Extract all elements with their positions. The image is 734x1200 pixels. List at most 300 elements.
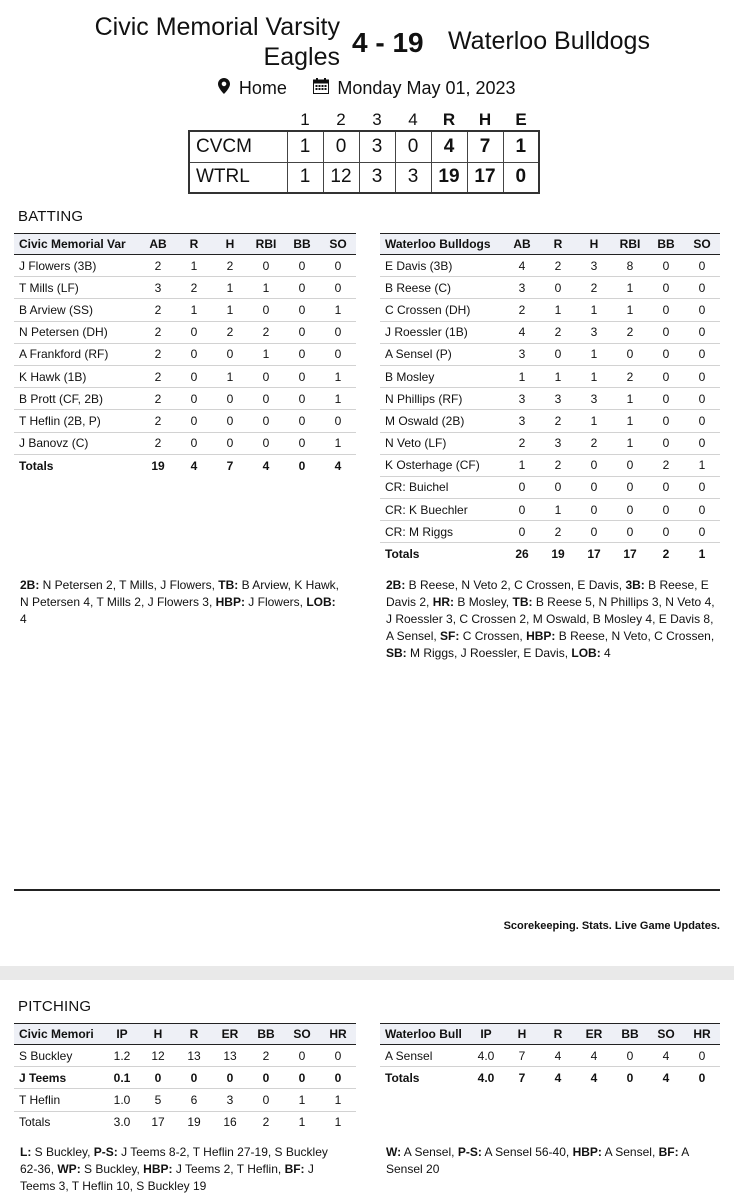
location-label: Home — [238, 78, 287, 98]
stat-cell: 0 — [284, 1067, 320, 1089]
player-row — [380, 521, 720, 543]
stat-cell: 2 — [248, 1045, 284, 1067]
stat-header: ER — [576, 1024, 612, 1045]
stat-cell: 1 — [612, 432, 648, 454]
stat-cell: 3 — [504, 410, 540, 432]
stat-cell: 1 — [212, 277, 248, 299]
stat-cell: 0 — [504, 521, 540, 543]
stat-cell: 4 — [540, 1045, 576, 1067]
stat-cell: 2 — [176, 277, 212, 299]
batting-notes-home — [20, 577, 340, 628]
player-name: B Arview (SS) — [14, 299, 140, 321]
player-name: T Mills (LF) — [14, 277, 140, 299]
stat-cell: 0 — [612, 521, 648, 543]
stat-cell: 0 — [504, 499, 540, 521]
total-cell: 7 — [504, 1067, 540, 1089]
stat-cell: 7 — [504, 1045, 540, 1067]
totals-label: Totals — [380, 543, 504, 565]
stat-cell: 2 — [140, 410, 176, 432]
note-value: B Arview, K Hawk, N Petersen 4, T Mills 2, J Flowers 3, — [20, 578, 339, 609]
inning-cell: 1 — [287, 131, 323, 162]
stat-cell: 1 — [320, 299, 356, 321]
note-value: B Reese, E Davis 2, — [386, 578, 709, 609]
section-band — [0, 966, 734, 980]
note-key: HBP: — [215, 595, 245, 609]
player-name: S Buckley — [14, 1045, 104, 1067]
totals-row — [380, 1067, 720, 1089]
stat-cell: 0 — [684, 1045, 720, 1067]
stat-cell: 0 — [576, 521, 612, 543]
stat-cell: 0 — [284, 277, 320, 299]
pitching-section-title: PITCHING — [18, 998, 92, 1015]
stat-cell: 6 — [176, 1089, 212, 1111]
stat-header: R — [176, 1024, 212, 1045]
stat-cell: 1 — [540, 365, 576, 387]
stat-cell: 0 — [684, 499, 720, 521]
stat-cell: 0 — [684, 432, 720, 454]
stat-header: RBI — [612, 234, 648, 255]
note-key: TB: — [218, 578, 239, 592]
team-column-header: Civic Memorial Var — [14, 234, 140, 255]
player-row — [14, 388, 356, 410]
total-cell: 17 — [612, 543, 648, 565]
stat-cell: 1 — [576, 365, 612, 387]
player-name: T Heflin — [14, 1089, 104, 1111]
stat-cell: 0.1 — [104, 1067, 140, 1089]
stat-cell: 1.0 — [104, 1089, 140, 1111]
stat-cell: 0 — [648, 476, 684, 498]
stat-cell: 0 — [284, 432, 320, 454]
total-cell: 4 — [648, 1067, 684, 1089]
stat-cell: 1 — [504, 454, 540, 476]
hits-cell: 7 — [467, 131, 503, 162]
stat-cell: 3 — [540, 432, 576, 454]
note-key: LOB: — [571, 646, 601, 660]
total-cell: 2 — [248, 1111, 284, 1133]
total-cell: 4 — [176, 454, 212, 476]
inning-header: 3 — [372, 109, 382, 129]
inning-cell: 0 — [323, 131, 359, 162]
player-row — [380, 1045, 720, 1067]
note-key: BF: — [658, 1145, 679, 1159]
player-name: K Hawk (1B) — [14, 365, 140, 387]
batting-notes-away — [386, 577, 718, 662]
stat-cell: 1 — [320, 388, 356, 410]
player-row — [14, 410, 356, 432]
stat-cell: 0 — [320, 1067, 356, 1089]
note-value: 4 — [600, 646, 611, 660]
inning-header: 1 — [300, 109, 310, 129]
note-key: HBP: — [572, 1145, 602, 1159]
stat-cell: 1 — [176, 255, 212, 277]
stat-cell: 0 — [612, 476, 648, 498]
player-name: J Roessler (1B) — [380, 321, 504, 343]
date-label: Monday May 01, 2023 — [337, 78, 516, 98]
stat-cell: 1 — [612, 388, 648, 410]
player-row — [380, 499, 720, 521]
stat-cell: 0 — [248, 365, 284, 387]
total-cell: 2 — [648, 543, 684, 565]
pitching-notes-home — [20, 1144, 340, 1195]
stat-cell: 0 — [176, 432, 212, 454]
stat-cell: 1 — [248, 277, 284, 299]
note-key: HR: — [432, 595, 455, 609]
stat-cell: 0 — [684, 321, 720, 343]
stat-cell: 1 — [612, 277, 648, 299]
stat-cell: 0 — [320, 343, 356, 365]
player-name: A Frankford (RF) — [14, 343, 140, 365]
stat-cell: 0 — [176, 410, 212, 432]
team-column-header: Waterloo Bulldogs — [380, 234, 504, 255]
stat-cell: 0 — [248, 1089, 284, 1111]
total-cell: 19 — [140, 454, 176, 476]
stat-cell: 3 — [504, 343, 540, 365]
stat-cell: 4.0 — [468, 1045, 504, 1067]
player-name: N Petersen (DH) — [14, 321, 140, 343]
stat-cell: 2 — [540, 255, 576, 277]
player-name: T Heflin (2B, P) — [14, 410, 140, 432]
total-cell: 0 — [284, 454, 320, 476]
away-team-name: Waterloo Bulldogs — [448, 27, 650, 55]
stat-cell: 0 — [684, 521, 720, 543]
linescore-table — [188, 109, 540, 194]
note-key: 3B: — [625, 578, 645, 592]
player-row — [14, 432, 356, 454]
stat-cell: 1 — [212, 365, 248, 387]
player-name: K Osterhage (CF) — [380, 454, 504, 476]
stat-cell: 2 — [648, 454, 684, 476]
team-column-header: Waterloo Bull — [380, 1024, 468, 1045]
stat-cell: 0 — [540, 277, 576, 299]
stat-cell: 2 — [540, 410, 576, 432]
stat-cell: 0 — [684, 476, 720, 498]
stat-cell: 0 — [320, 255, 356, 277]
stat-cell: 5 — [140, 1089, 176, 1111]
total-cell: 4 — [320, 454, 356, 476]
note-key: 2B: — [20, 578, 40, 592]
player-row — [380, 255, 720, 277]
player-name: E Davis (3B) — [380, 255, 504, 277]
batting-table-away — [380, 233, 720, 565]
player-name: CR: Buichel — [380, 476, 504, 498]
stat-header: SO — [320, 234, 356, 255]
note-value: J Teems 2, T Heflin, — [172, 1162, 285, 1176]
stat-cell: 2 — [576, 432, 612, 454]
stat-cell: 2 — [140, 255, 176, 277]
errors-cell: 0 — [503, 162, 539, 193]
stat-cell: 0 — [648, 277, 684, 299]
stat-cell: 13 — [176, 1045, 212, 1067]
hits-cell: 17 — [467, 162, 503, 193]
note-value: B Mosley, — [454, 595, 513, 609]
stat-cell: 0 — [176, 343, 212, 365]
stat-header: SO — [284, 1024, 320, 1045]
stat-cell: 1 — [176, 299, 212, 321]
total-cell: 3.0 — [104, 1111, 140, 1133]
stat-cell: 0 — [684, 388, 720, 410]
note-key: SB: — [386, 646, 407, 660]
stat-cell: 3 — [140, 277, 176, 299]
stat-header: AB — [140, 234, 176, 255]
totals-row — [14, 454, 356, 476]
inning-cell: 0 — [395, 131, 431, 162]
stat-cell: 1 — [284, 1089, 320, 1111]
hits-header: H — [478, 109, 492, 129]
stat-cell: 0 — [684, 299, 720, 321]
map-pin-icon — [218, 81, 234, 98]
note-value: C Crossen, — [459, 629, 527, 643]
stat-cell: 0 — [284, 321, 320, 343]
total-cell: 1 — [684, 543, 720, 565]
total-cell: 16 — [212, 1111, 248, 1133]
stat-header: IP — [468, 1024, 504, 1045]
stat-header: ER — [212, 1024, 248, 1045]
stat-cell: 0 — [648, 521, 684, 543]
note-key: SF: — [440, 629, 460, 643]
runs-cell: 19 — [431, 162, 467, 193]
stat-cell: 0 — [176, 365, 212, 387]
stat-cell: 0 — [540, 476, 576, 498]
stat-cell: 1 — [212, 299, 248, 321]
stat-cell: 0 — [248, 410, 284, 432]
stat-header: AB — [504, 234, 540, 255]
team-abbr: CVCM — [189, 131, 287, 162]
stat-cell: 8 — [612, 255, 648, 277]
stat-cell: 0 — [212, 388, 248, 410]
note-value: B Reese, N Veto, C Crossen, — [555, 629, 715, 643]
stat-cell: 1 — [320, 365, 356, 387]
stat-cell: 0 — [648, 388, 684, 410]
total-cell: 4 — [576, 1067, 612, 1089]
game-header — [0, 10, 734, 76]
totals-row — [380, 543, 720, 565]
stat-cell: 0 — [320, 321, 356, 343]
note-key: 2B: — [386, 578, 406, 592]
total-cell: 0 — [612, 1067, 648, 1089]
stat-cell: 0 — [284, 299, 320, 321]
stat-cell: 0 — [284, 410, 320, 432]
note-value: A Sensel, — [601, 1145, 659, 1159]
note-value: B Reese 5, N Phillips 3, N Veto 4, J Roessler 3, C Crossen 2, M Oswald, B Mosley 4, E Davis 8, A Sensel, — [386, 595, 715, 643]
stat-cell: 0 — [576, 499, 612, 521]
note-key: L: — [20, 1145, 32, 1159]
stat-header: R — [540, 234, 576, 255]
stat-cell: 1 — [576, 299, 612, 321]
errors-header: E — [515, 109, 527, 129]
team-abbr: WTRL — [189, 162, 287, 193]
inning-cell: 3 — [359, 162, 395, 193]
batting-section-title: BATTING — [18, 208, 84, 225]
stat-cell: 0 — [684, 255, 720, 277]
inning-cell: 1 — [287, 162, 323, 193]
player-row — [14, 277, 356, 299]
stat-cell: 2 — [540, 321, 576, 343]
stat-cell: 0 — [648, 255, 684, 277]
stat-cell: 2 — [140, 321, 176, 343]
stat-cell: 2 — [140, 432, 176, 454]
player-name: B Mosley — [380, 365, 504, 387]
stat-header: SO — [648, 1024, 684, 1045]
linescore-header — [189, 109, 539, 131]
stat-cell: 0 — [320, 277, 356, 299]
player-name: J Teems — [14, 1067, 104, 1089]
player-row — [14, 1045, 356, 1067]
stat-cell: 4 — [504, 321, 540, 343]
inning-cell: 3 — [395, 162, 431, 193]
stat-cell: 1 — [684, 454, 720, 476]
stat-header: RBI — [248, 234, 284, 255]
note-key: TB: — [512, 595, 533, 609]
note-key: P-S: — [93, 1145, 118, 1159]
stat-header: R — [176, 234, 212, 255]
stat-cell: 2 — [140, 388, 176, 410]
total-cell: 17 — [140, 1111, 176, 1133]
stat-cell: 2 — [576, 277, 612, 299]
stat-header: H — [576, 234, 612, 255]
section-divider — [14, 889, 720, 891]
stat-cell: 1 — [540, 299, 576, 321]
stat-cell: 0 — [248, 299, 284, 321]
stat-cell: 0 — [612, 1045, 648, 1067]
player-row — [380, 432, 720, 454]
player-row — [380, 321, 720, 343]
note-value: N Petersen 2, T Mills, J Flowers, — [39, 578, 219, 592]
note-value: A Sensel 56-40, — [481, 1145, 573, 1159]
stat-cell: 0 — [576, 476, 612, 498]
stat-cell: 2 — [212, 255, 248, 277]
inning-header: 2 — [336, 109, 346, 129]
stat-cell: 12 — [140, 1045, 176, 1067]
player-row — [380, 343, 720, 365]
stat-cell: 0 — [176, 1067, 212, 1089]
batting-table-home — [14, 233, 356, 476]
stat-cell: 0 — [284, 388, 320, 410]
stat-header: BB — [648, 234, 684, 255]
stat-cell: 1 — [576, 343, 612, 365]
stat-cell: 0 — [212, 343, 248, 365]
totals-row — [14, 1111, 356, 1133]
player-row — [14, 321, 356, 343]
stat-cell: 0 — [684, 277, 720, 299]
stat-cell: 3 — [576, 255, 612, 277]
stat-header: H — [504, 1024, 540, 1045]
total-cell: 1 — [320, 1111, 356, 1133]
runs-header: R — [442, 109, 456, 129]
player-name: B Prott (CF, 2B) — [14, 388, 140, 410]
total-cell: 4 — [248, 454, 284, 476]
stat-cell: 0 — [284, 343, 320, 365]
stat-cell: 0 — [648, 499, 684, 521]
stat-cell: 0 — [648, 365, 684, 387]
brand-tagline: Scorekeeping. Stats. Live Game Updates. — [503, 920, 720, 932]
player-name: CR: K Buechler — [380, 499, 504, 521]
inning-header: 4 — [408, 109, 418, 129]
stat-cell: 0 — [684, 343, 720, 365]
total-cell: 17 — [576, 543, 612, 565]
note-key: P-S: — [457, 1145, 482, 1159]
stat-cell: 4 — [648, 1045, 684, 1067]
note-key: W: — [386, 1145, 402, 1159]
stat-cell: 0 — [648, 343, 684, 365]
stat-cell: 0 — [284, 1045, 320, 1067]
stat-cell: 0 — [248, 1067, 284, 1089]
stat-cell: 1 — [320, 1089, 356, 1111]
stat-cell: 0 — [612, 499, 648, 521]
stat-cell: 0 — [576, 454, 612, 476]
stat-cell: 0 — [648, 432, 684, 454]
stat-cell: 2 — [212, 321, 248, 343]
note-value: M Riggs, J Roessler, E Davis, — [406, 646, 572, 660]
stat-cell: 3 — [212, 1089, 248, 1111]
stat-cell: 1 — [612, 410, 648, 432]
note-value: A Sensel, — [401, 1145, 458, 1159]
stat-header: BB — [612, 1024, 648, 1045]
inning-cell: 3 — [359, 131, 395, 162]
batting-header-row — [380, 234, 720, 255]
stat-header: BB — [284, 234, 320, 255]
player-row — [380, 476, 720, 498]
total-cell: 26 — [504, 543, 540, 565]
note-value: B Reese, N Veto 2, C Crossen, E Davis, — [405, 578, 626, 592]
player-name: C Crossen (DH) — [380, 299, 504, 321]
stat-header: H — [212, 234, 248, 255]
batting-header-row — [14, 234, 356, 255]
stat-cell: 0 — [248, 255, 284, 277]
total-cell: 19 — [540, 543, 576, 565]
player-name: CR: M Riggs — [380, 521, 504, 543]
stat-cell: 1 — [612, 299, 648, 321]
game-meta — [0, 78, 734, 99]
team-column-header: Civic Memori — [14, 1024, 104, 1045]
final-score: 4 - 19 — [352, 27, 424, 58]
stat-cell: 0 — [248, 432, 284, 454]
stat-cell: 3 — [504, 277, 540, 299]
stat-cell: 0 — [684, 410, 720, 432]
player-row — [380, 365, 720, 387]
pitching-header-row — [380, 1024, 720, 1045]
pitching-header-row — [14, 1024, 356, 1045]
stat-cell: 0 — [320, 1045, 356, 1067]
player-row — [14, 255, 356, 277]
stat-cell: 0 — [212, 1067, 248, 1089]
stat-header: BB — [248, 1024, 284, 1045]
runs-cell: 4 — [431, 131, 467, 162]
player-name: M Oswald (2B) — [380, 410, 504, 432]
player-row — [380, 277, 720, 299]
stat-cell: 0 — [612, 454, 648, 476]
stat-cell: 3 — [576, 321, 612, 343]
stat-cell: 3 — [540, 388, 576, 410]
stat-cell: 1 — [576, 410, 612, 432]
note-value: 4 — [20, 612, 27, 626]
stat-cell: 0 — [212, 432, 248, 454]
home-team-name: Civic Memorial Varsity Eagles — [94, 13, 340, 71]
stat-cell: 0 — [504, 476, 540, 498]
linescore-row-home — [189, 131, 539, 162]
note-key: HBP: — [143, 1162, 173, 1176]
player-name: A Sensel — [380, 1045, 468, 1067]
player-name: J Banovz (C) — [14, 432, 140, 454]
player-row — [380, 410, 720, 432]
note-value: J Teems 8-2, T Heflin 27-19, S Buckley 62-36, — [20, 1145, 328, 1176]
stat-cell: 0 — [320, 410, 356, 432]
stat-cell: 2 — [248, 321, 284, 343]
stat-cell: 2 — [504, 432, 540, 454]
player-row — [14, 1067, 356, 1089]
total-cell: 4 — [540, 1067, 576, 1089]
stat-cell: 0 — [284, 365, 320, 387]
stat-cell: 1 — [540, 499, 576, 521]
